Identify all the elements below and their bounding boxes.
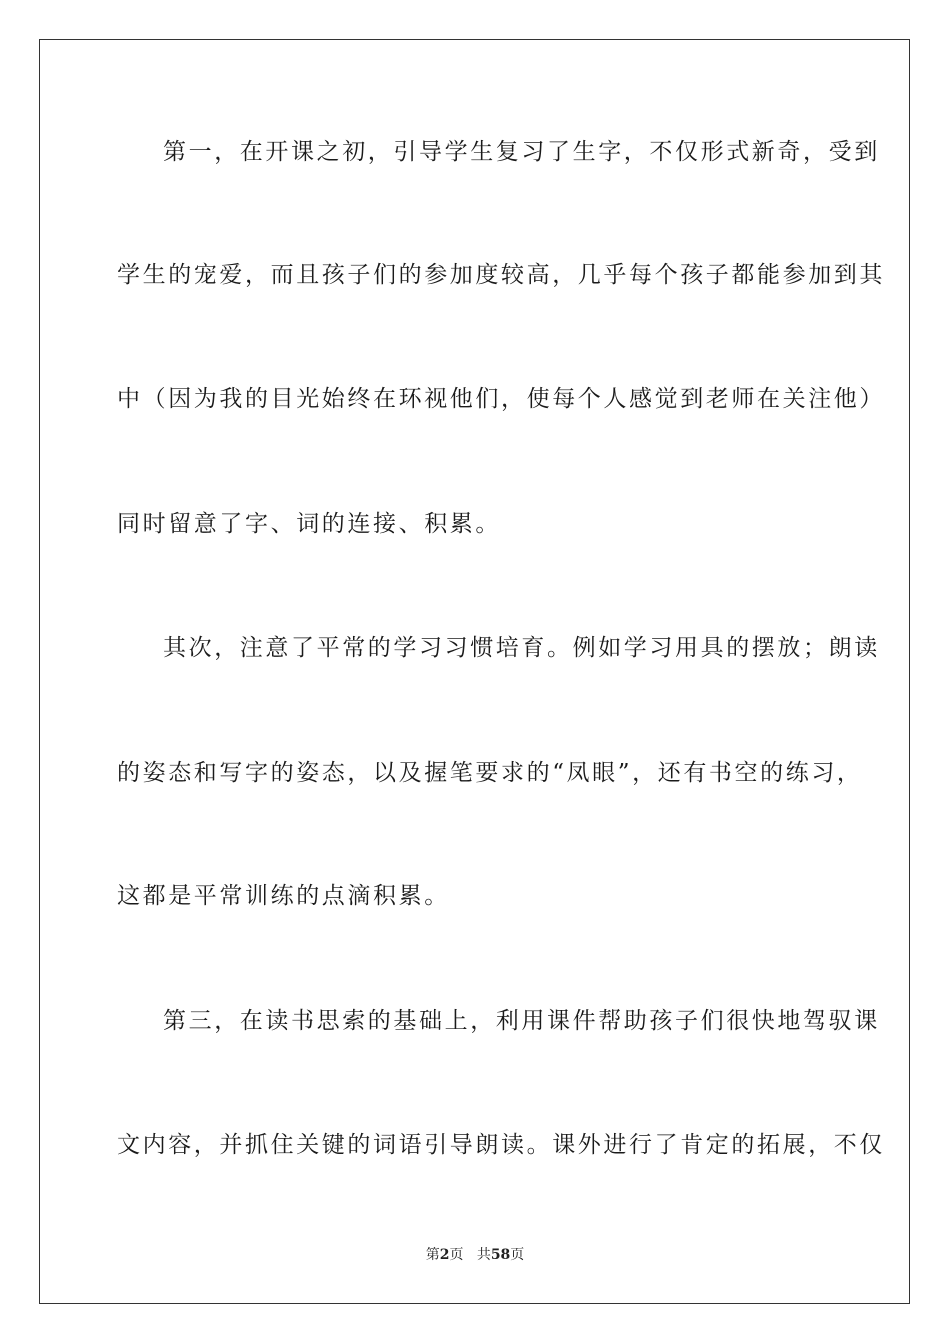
page-footer: [0, 1246, 950, 1264]
total-page-count: 58: [490, 1247, 511, 1263]
paragraph-2-line-3: 这都是平常训练的点滴积累。: [117, 883, 450, 909]
paragraph-3-line-2: 文内容，并抓住关键的词语引导朗读。课外进行了肯定的拓展，不仅: [117, 1132, 885, 1158]
footer-page-suffix: 页: [449, 1247, 464, 1263]
footer-prefix: 第: [425, 1247, 440, 1263]
paragraph-1-line-1: 第一，在开课之初，引导学生复习了生字，不仅形式新奇，受到: [163, 139, 880, 165]
paragraph-3-line-1: 第三，在读书思索的基础上，利用课件帮助孩子们很快地驾驭课: [163, 1008, 880, 1034]
paragraph-2-line-2: 的姿态和写字的姿态，以及握笔要求的“凤眼”，还有书空的练习，: [117, 760, 863, 786]
page-border: [39, 39, 910, 1304]
current-page-number: 2: [439, 1247, 450, 1263]
paragraph-2-line-1: 其次，注意了平常的学习习惯培育。例如学习用具的摆放；朗读: [163, 635, 880, 661]
footer-total-suffix: 页: [510, 1247, 525, 1263]
footer-total-prefix: 共: [476, 1247, 491, 1263]
paragraph-1-line-2: 学生的宠爱，而且孩子们的参加度较高，几乎每个孩子都能参加到其: [117, 262, 885, 288]
paragraph-1-line-4: 同时留意了字、词的连接、积累。: [117, 511, 501, 537]
paragraph-1-line-3: 中（因为我的目光始终在环视他们，使每个人感觉到老师在关注他）: [117, 386, 885, 412]
